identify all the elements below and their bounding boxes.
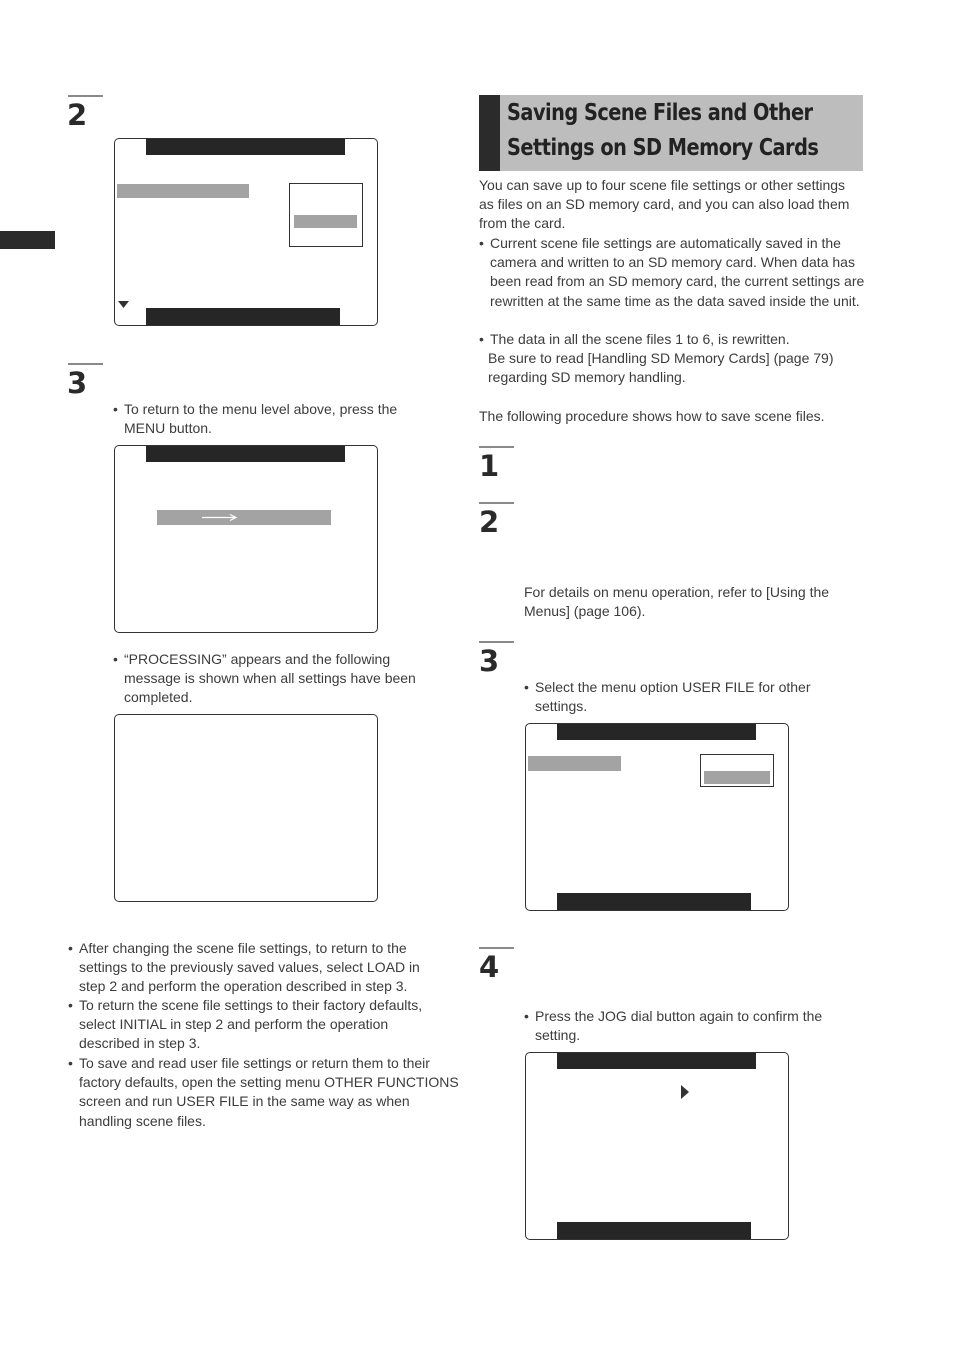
menu-screen-illustration bbox=[114, 138, 378, 326]
step-number: 2 bbox=[67, 98, 88, 132]
submenu-highlight bbox=[704, 771, 770, 784]
step-number: 4 bbox=[479, 950, 500, 984]
section-title-line2: Settings on SD Memory Cards bbox=[507, 135, 819, 161]
completion-screen-illustration bbox=[114, 714, 378, 902]
screen-bottom-bar bbox=[557, 1222, 751, 1239]
instruction-bullet: • Press the JOG dial button again to confirm the setting. bbox=[524, 1007, 853, 1045]
step-number: 3 bbox=[67, 366, 88, 400]
highlighted-menu-item bbox=[157, 510, 331, 525]
step-number: 1 bbox=[479, 449, 500, 483]
step-rule bbox=[479, 947, 514, 949]
menu-screen-illustration bbox=[525, 723, 789, 911]
submenu-box bbox=[289, 183, 363, 247]
note-bullet: • To save and read user file settings or return them to their factory defaults, open the setting menu OTHER FUNCTIONS screen and run USER FILE in the same way as when handling scene files. bbox=[68, 1054, 459, 1131]
section-tab-marker bbox=[0, 231, 55, 249]
section-heading bbox=[479, 95, 863, 171]
step-rule bbox=[479, 502, 514, 504]
instruction-bullet: • Select the menu option USER FILE for other settings. bbox=[524, 678, 845, 716]
step-number: 3 bbox=[479, 644, 500, 678]
submenu-box bbox=[700, 754, 774, 787]
note-bullet: • After changing the scene file settings, to return to the settings to the previously saved values, select LOAD in step 2 and perform the operation described in step 3. bbox=[68, 939, 447, 997]
menu-screen-illustration bbox=[525, 1052, 789, 1240]
highlighted-menu-item bbox=[117, 184, 249, 198]
triangle-down-icon bbox=[118, 300, 130, 309]
instruction-bullet: • To return to the menu level above, press the MENU button. bbox=[113, 400, 434, 438]
info-continuation: Be sure to read [Handling SD Memory Cards] (page 79) regarding SD memory handling. bbox=[488, 350, 834, 386]
intro-paragraph: You can save up to four scene file settings or other settings as files on an SD memory card, and you can also load them from the card. bbox=[479, 177, 850, 232]
step-rule bbox=[68, 363, 103, 365]
screen-bottom-bar bbox=[557, 893, 751, 910]
procedure-intro: The following procedure shows how to save scene files. bbox=[479, 408, 825, 424]
screen-title-bar bbox=[146, 139, 345, 155]
step-note: For details on menu operation, refer to [Using the Menus] (page 106). bbox=[524, 584, 830, 620]
submenu-highlight bbox=[294, 215, 357, 228]
info-bullet: • Current scene file settings are automatically saved in the camera and written to an SD memory card. When data has been read from an SD memory card, the current settings are rewritten at the same time as the data saved inside the unit. bbox=[479, 234, 868, 311]
highlighted-menu-item bbox=[528, 756, 621, 771]
heading-accent-bar bbox=[479, 95, 500, 171]
long-right-arrow-icon bbox=[202, 513, 238, 522]
step-number: 2 bbox=[479, 505, 500, 539]
menu-screen-illustration bbox=[114, 445, 378, 633]
instruction-bullet: • “PROCESSING” appears and the following message is shown when all settings have been completed. bbox=[113, 650, 442, 708]
screen-title-bar bbox=[557, 724, 756, 740]
info-bullet: • The data in all the scene files 1 to 6, is rewritten. bbox=[479, 330, 870, 349]
screen-title-bar bbox=[557, 1053, 756, 1069]
note-bullet: • To return the scene file settings to their factory defaults, select INITIAL in step 2 and perform the operation described in step 3. bbox=[68, 996, 447, 1054]
triangle-right-icon bbox=[680, 1084, 690, 1100]
screen-bottom-bar bbox=[146, 308, 340, 325]
screen-title-bar bbox=[146, 446, 345, 462]
section-title-line1: Saving Scene Files and Other bbox=[507, 100, 813, 126]
step-rule bbox=[68, 95, 103, 97]
step-rule bbox=[479, 641, 514, 643]
step-rule bbox=[479, 446, 514, 448]
